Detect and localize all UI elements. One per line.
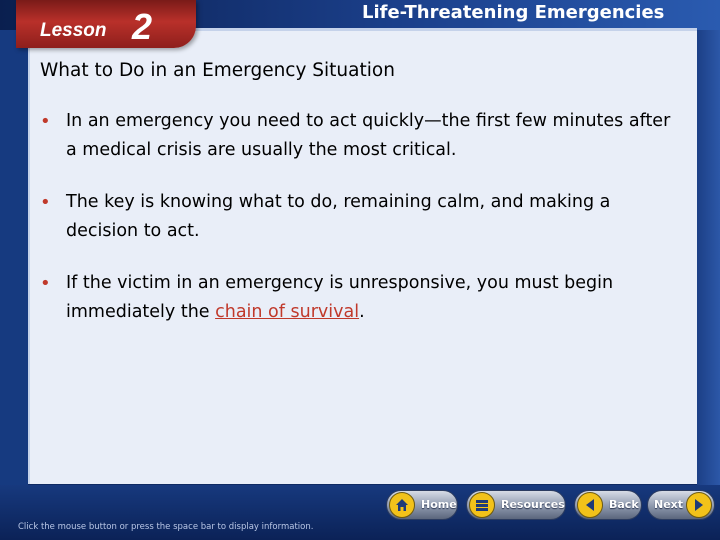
next-label: Next — [654, 498, 684, 511]
right-frame — [697, 30, 720, 485]
lesson-tab — [16, 0, 196, 48]
resources-label: Resources — [501, 498, 565, 511]
bullet-text-end: . — [359, 302, 365, 322]
home-icon — [389, 492, 415, 518]
resources-icon — [469, 492, 495, 518]
home-label: Home — [421, 498, 457, 511]
bullet-icon: • — [40, 192, 51, 213]
lesson-label: Lesson — [40, 20, 107, 41]
next-arrow-icon — [686, 492, 712, 518]
chapter-title: Life-Threatening Emergencies — [362, 2, 665, 23]
chain-of-survival-link[interactable]: chain of survival — [215, 302, 360, 322]
bullet-icon: • — [40, 111, 51, 132]
lesson-number: 2 — [132, 6, 153, 47]
bullet-text: In an emergency you need to act quickly—the first few minutes after a medical crisis are usually the most critical. — [66, 111, 671, 160]
back-label: Back — [609, 498, 639, 511]
bullet-list — [40, 107, 680, 350]
back-arrow-icon — [577, 492, 603, 518]
bullet-text: The key is knowing what to do, remaining calm, and making a decision to act. — [66, 192, 611, 241]
home-button[interactable] — [386, 490, 458, 520]
bullet-icon: • — [40, 273, 51, 294]
left-frame — [0, 30, 28, 485]
bullet-item — [40, 269, 680, 327]
slide-title: What to Do in an Emergency Situation — [40, 60, 395, 81]
back-button[interactable] — [574, 490, 642, 520]
next-button[interactable] — [647, 490, 715, 520]
resources-button[interactable] — [466, 490, 566, 520]
bullet-item — [40, 107, 680, 165]
footer-instruction: Click the mouse button or press the space bar to display information. — [18, 522, 314, 532]
bullet-item — [40, 188, 680, 246]
bullet-text: If the victim in an emergency is unresponsive, you must begin immediately the — [66, 273, 614, 322]
